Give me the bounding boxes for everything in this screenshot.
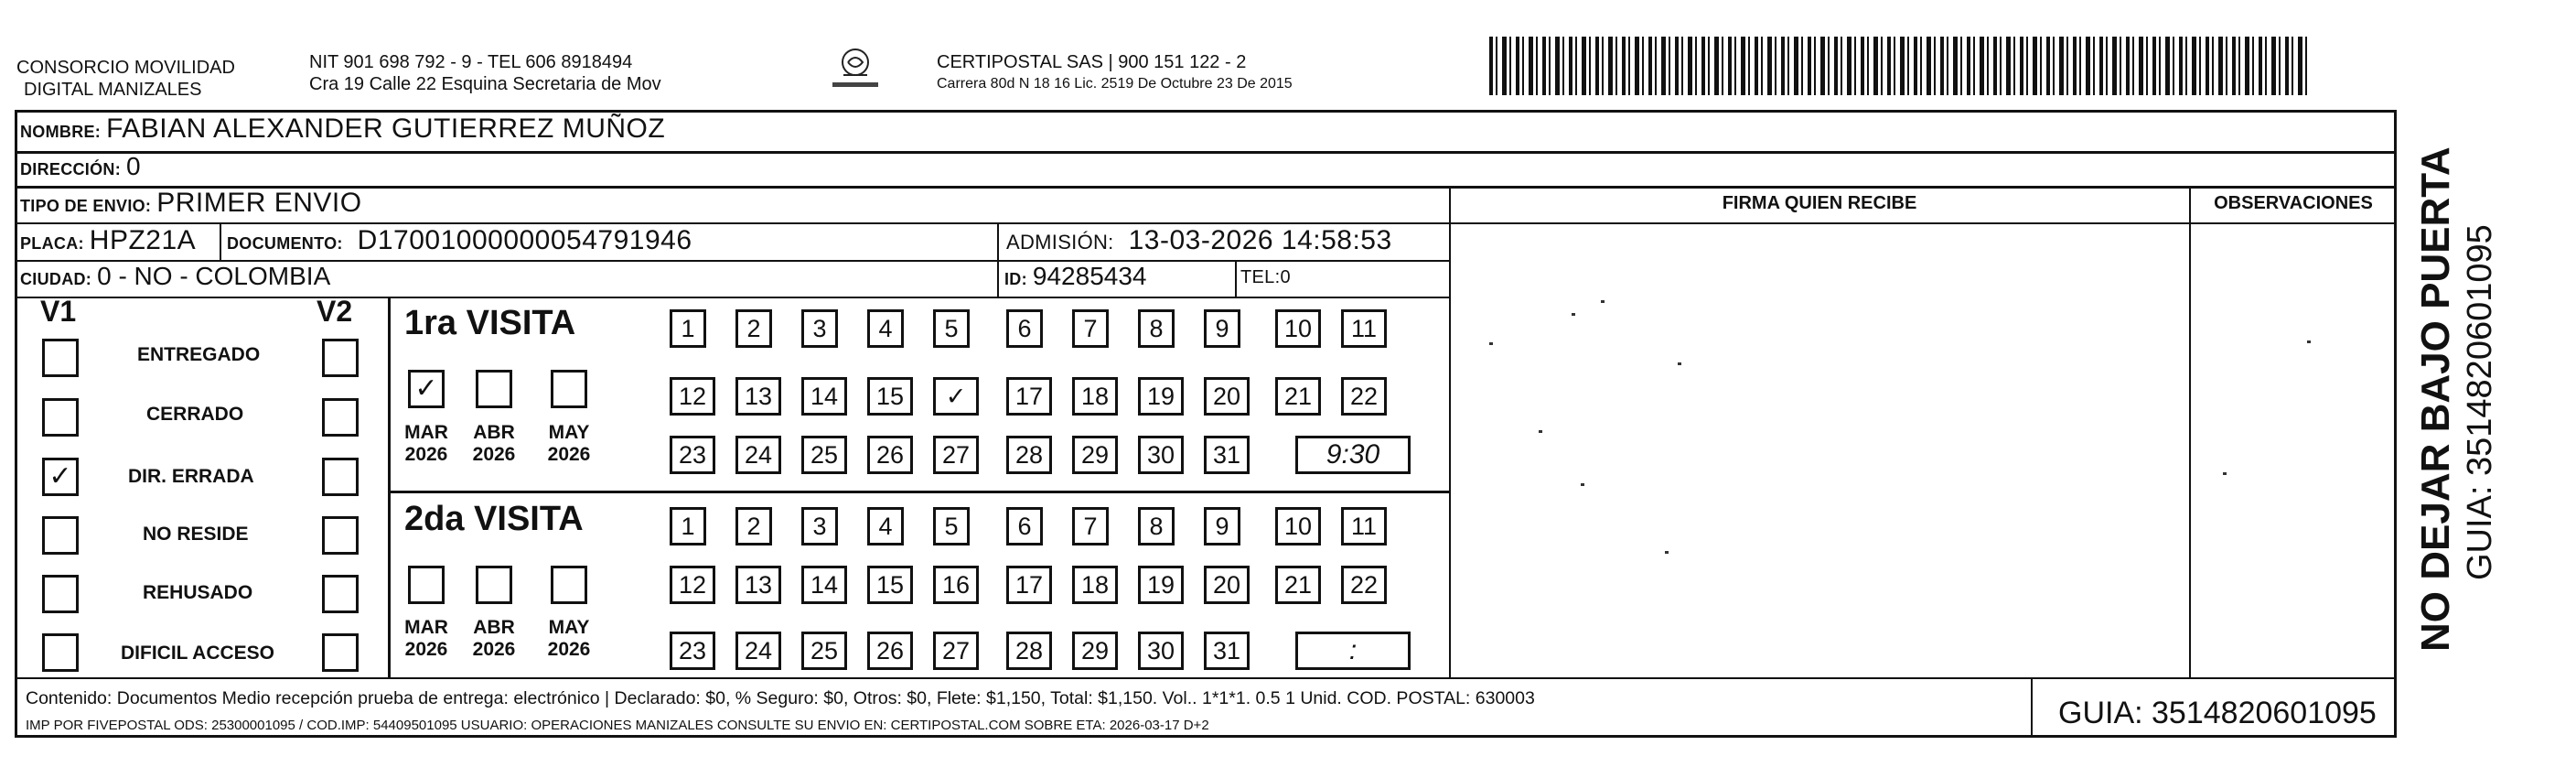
month-year: 2026 [404, 639, 448, 660]
nit-line-1: NIT 901 698 792 - 9 - TEL 606 8918494 [309, 52, 633, 72]
first-visit-day-4[interactable]: 4 [867, 309, 904, 348]
admision-label: ADMISIÓN: [1006, 231, 1114, 254]
first-visit-day-30[interactable]: 30 [1138, 436, 1184, 474]
second-visit-title: 2da VISITA [404, 500, 584, 538]
second-visit-day-7[interactable]: 7 [1072, 507, 1109, 546]
second-visit-day-18[interactable]: 18 [1072, 566, 1118, 604]
first-visit-day-31[interactable]: 31 [1204, 436, 1250, 474]
tel-value: 0 [1280, 267, 1291, 287]
first-visit-day-20[interactable]: 20 [1204, 377, 1250, 416]
first-visit-day-2[interactable]: 2 [735, 309, 772, 348]
scan-speck [1581, 483, 1584, 486]
v2-checkbox-dir-errada[interactable] [322, 458, 359, 496]
id-label: ID: [1004, 270, 1027, 288]
status-label-cerrado: CERRADO [146, 404, 244, 425]
second-visit-day-28[interactable]: 28 [1006, 632, 1052, 670]
documento-value: D17001000000054791946 [357, 225, 692, 255]
placa-label: PLACA: [20, 234, 84, 253]
side-guia: GUIA: 3514820601095 [2461, 224, 2499, 580]
divider [15, 297, 1449, 298]
scan-speck [1489, 342, 1493, 345]
second-visit-day-4[interactable]: 4 [867, 507, 904, 546]
direccion-row [20, 152, 141, 181]
first-visit-day-7[interactable]: 7 [1072, 309, 1109, 348]
footer-guia: GUIA: 3514820601095 [2058, 696, 2377, 730]
second-visit-day-21[interactable]: 21 [1275, 566, 1321, 604]
footer-contents: Contenido: Documentos Medio recepción prueba de entrega: electrónico | Declarado: $0, % Seguro: $0, Otros: $0, Flete: $1,150, Total: $1,150. Vol.. 1*1*1. 0.5 1 Unid. COD. POSTAL: 630003 [26, 688, 1535, 708]
first-visit-day-15[interactable]: 15 [867, 377, 913, 416]
documento-label: DOCUMENTO: [227, 234, 343, 253]
first-visit-day-16[interactable]: ✓ [933, 377, 979, 416]
first-visit-day-13[interactable]: 13 [735, 377, 781, 416]
first-month-box-mar[interactable]: ✓ [408, 370, 445, 408]
firma-header: FIRMA QUIEN RECIBE [1722, 193, 1917, 213]
ciudad-label: CIUDAD: [20, 270, 92, 288]
second-visit-day-1[interactable]: 1 [670, 507, 706, 546]
first-visit-day-27[interactable]: 27 [933, 436, 979, 474]
v1-checkbox-entregado[interactable] [42, 339, 79, 377]
direccion-label: DIRECCIÓN: [20, 160, 121, 178]
month-year: 2026 [404, 444, 448, 465]
month-name: MAR [404, 617, 448, 638]
second-visit-day-29[interactable]: 29 [1072, 632, 1118, 670]
courier-info [937, 51, 1293, 95]
second-visit-hour-field[interactable]: : [1295, 632, 1411, 670]
placa-value: HPZ21A [89, 225, 197, 255]
divider [388, 297, 391, 677]
first-visit-day-17[interactable]: 17 [1006, 377, 1052, 416]
divider [388, 491, 1449, 493]
nit-line-2: Cra 19 Calle 22 Esquina Secretaria de Mov [309, 74, 661, 94]
scan-speck [1601, 300, 1605, 303]
second-visit-day-30[interactable]: 30 [1138, 632, 1184, 670]
id-row [1004, 262, 1146, 291]
scan-speck [2307, 340, 2311, 343]
second-visit-day-2[interactable]: 2 [735, 507, 772, 546]
first-visit-day-21[interactable]: 21 [1275, 377, 1321, 416]
second-visit-day-19[interactable]: 19 [1138, 566, 1184, 604]
second-visit-day-22[interactable]: 22 [1341, 566, 1387, 604]
company-name [16, 57, 235, 101]
first-visit-day-11[interactable]: 11 [1341, 309, 1387, 348]
ciudad-value: 0 - NO - COLOMBIA [97, 262, 331, 290]
courier-line-2: Carrera 80d N 18 16 Lic. 2519 De Octubre 23 De 2015 [937, 76, 1293, 92]
status-label-rehusado: REHUSADO [143, 582, 253, 603]
first-month-label-abr [465, 422, 523, 466]
first-visit-day-12[interactable]: 12 [670, 377, 715, 416]
first-visit-day-3[interactable]: 3 [801, 309, 838, 348]
status-label-dir-errada: DIR. ERRADA [128, 466, 254, 487]
nombre-label: NOMBRE: [20, 123, 102, 141]
admision-value: 13-03-2026 14:58:53 [1128, 225, 1392, 255]
nombre-row [20, 113, 665, 145]
v2-checkbox-rehusado[interactable] [322, 575, 359, 613]
month-year: 2026 [472, 444, 516, 465]
status-label-entregado: ENTREGADO [137, 344, 261, 365]
second-visit-day-11[interactable]: 11 [1341, 507, 1387, 546]
second-visit-day-12[interactable]: 12 [670, 566, 715, 604]
v2-label: V2 [317, 295, 353, 328]
month-name: MAR [404, 422, 448, 443]
v2-checkbox-cerrado[interactable] [322, 398, 359, 437]
second-month-box-may[interactable] [551, 566, 587, 604]
tipo-envio-label: TIPO DE ENVIO: [20, 197, 152, 215]
second-visit-day-15[interactable]: 15 [867, 566, 913, 604]
second-month-box-mar[interactable] [408, 566, 445, 604]
second-visit-day-26[interactable]: 26 [867, 632, 913, 670]
divider [2031, 677, 2033, 738]
v1-checkbox-dir-errada[interactable]: ✓ [42, 458, 79, 496]
second-visit-day-14[interactable]: 14 [801, 566, 847, 604]
month-year: 2026 [547, 639, 591, 660]
second-visit-day-31[interactable]: 31 [1204, 632, 1250, 670]
second-month-label-abr [465, 617, 523, 661]
month-name: MAY [548, 617, 590, 638]
tipo-envio-row [20, 188, 362, 219]
admision-row [1006, 225, 1392, 256]
scan-speck [1678, 362, 1681, 365]
status-label-no-reside: NO RESIDE [143, 524, 249, 545]
month-year: 2026 [472, 639, 516, 660]
second-visit-day-8[interactable]: 8 [1138, 507, 1175, 546]
tel-label: TEL: [1240, 267, 1281, 287]
scan-speck [1539, 430, 1542, 433]
signature-area[interactable] [1451, 224, 2188, 676]
scan-speck [1572, 313, 1575, 316]
second-visit-day-23[interactable]: 23 [670, 632, 715, 670]
observations-area[interactable] [2191, 224, 2396, 676]
first-month-label-mar [397, 422, 456, 466]
first-visit-day-6[interactable]: 6 [1006, 309, 1043, 348]
first-month-box-may[interactable] [551, 370, 587, 408]
first-visit-day-25[interactable]: 25 [801, 436, 847, 474]
nombre-value: FABIAN ALEXANDER GUTIERREZ MUÑOZ [106, 113, 666, 144]
first-visit-day-10[interactable]: 10 [1275, 309, 1321, 348]
first-visit-hour-field[interactable]: 9:30 [1295, 436, 1411, 474]
footer-print-info: IMP POR FIVEPOSTAL ODS: 25300001095 / COD.IMP: 54409501095 USUARIO: OPERACIONES MANIZALES CONSULTE SU ENVIO EN: CERTIPOSTAL.COM SOBRE ETA: 2026-03-17 D+2 [26, 718, 1209, 733]
divider [15, 677, 2397, 679]
second-visit-day-17[interactable]: 17 [1006, 566, 1052, 604]
second-visit-day-16[interactable]: 16 [933, 566, 979, 604]
barcode [1489, 37, 2311, 95]
tel-row [1240, 267, 1291, 288]
company-nit [309, 51, 661, 95]
company-line-1: CONSORCIO MOVILIDAD [16, 58, 235, 78]
second-visit-day-10[interactable]: 10 [1275, 507, 1321, 546]
status-label-dificil-acceso: DIFICIL ACCESO [121, 643, 275, 664]
divider [997, 222, 999, 297]
second-visit-day-25[interactable]: 25 [801, 632, 847, 670]
second-visit-day-13[interactable]: 13 [735, 566, 781, 604]
second-visit-day-5[interactable]: 5 [933, 507, 970, 546]
first-visit-day-8[interactable]: 8 [1138, 309, 1175, 348]
company-line-2: DIGITAL MANIZALES [24, 80, 202, 100]
observaciones-header: OBSERVACIONES [2214, 193, 2373, 213]
divider [220, 222, 221, 260]
v1-label: V1 [40, 295, 77, 328]
v2-checkbox-entregado[interactable] [322, 339, 359, 377]
scan-speck [1665, 551, 1669, 554]
divider [15, 186, 2397, 189]
placa-row [20, 225, 196, 256]
first-visit-day-5[interactable]: 5 [933, 309, 970, 348]
first-visit-day-28[interactable]: 28 [1006, 436, 1052, 474]
month-year: 2026 [547, 444, 591, 465]
divider [1235, 260, 1237, 297]
v1-checkbox-dificil-acceso[interactable] [42, 633, 79, 672]
second-visit-day-3[interactable]: 3 [801, 507, 838, 546]
month-name: ABR [473, 617, 515, 638]
first-month-label-may [540, 422, 598, 466]
divider [15, 151, 2397, 154]
first-visit-day-22[interactable]: 22 [1341, 377, 1387, 416]
side-notice: NO DEJAR BAJO PUERTA [2413, 146, 2458, 652]
second-month-label-mar [397, 617, 456, 661]
first-visit-day-24[interactable]: 24 [735, 436, 781, 474]
month-name: ABR [473, 422, 515, 443]
month-name: MAY [548, 422, 590, 443]
certipostal-logo-icon [823, 46, 887, 97]
first-visit-day-23[interactable]: 23 [670, 436, 715, 474]
v1-checkbox-rehusado[interactable] [42, 575, 79, 613]
first-visit-day-1[interactable]: 1 [670, 309, 706, 348]
second-visit-day-9[interactable]: 9 [1204, 507, 1240, 546]
second-month-box-abr[interactable] [476, 566, 512, 604]
scan-speck [2223, 472, 2227, 475]
v1-checkbox-cerrado[interactable] [42, 398, 79, 437]
ciudad-row [20, 262, 330, 291]
first-visit-day-26[interactable]: 26 [867, 436, 913, 474]
courier-line-1: CERTIPOSTAL SAS | 900 151 122 - 2 [937, 52, 1247, 72]
first-visit-day-29[interactable]: 29 [1072, 436, 1118, 474]
second-visit-day-24[interactable]: 24 [735, 632, 781, 670]
direccion-value: 0 [126, 152, 141, 180]
first-visit-day-18[interactable]: 18 [1072, 377, 1118, 416]
v2-checkbox-no-reside[interactable] [322, 516, 359, 555]
documento-row [227, 225, 692, 256]
first-visit-day-19[interactable]: 19 [1138, 377, 1184, 416]
second-month-label-may [540, 617, 598, 661]
second-visit-day-20[interactable]: 20 [1204, 566, 1250, 604]
v1-checkbox-no-reside[interactable] [42, 516, 79, 555]
first-month-box-abr[interactable] [476, 370, 512, 408]
second-visit-day-27[interactable]: 27 [933, 632, 979, 670]
first-visit-day-14[interactable]: 14 [801, 377, 847, 416]
tipo-envio-value: PRIMER ENVIO [156, 188, 362, 218]
second-visit-day-6[interactable]: 6 [1006, 507, 1043, 546]
first-visit-title: 1ra VISITA [404, 304, 576, 342]
id-value: 94285434 [1032, 262, 1147, 290]
first-visit-day-9[interactable]: 9 [1204, 309, 1240, 348]
divider [15, 222, 1449, 224]
v2-checkbox-dificil-acceso[interactable] [322, 633, 359, 672]
